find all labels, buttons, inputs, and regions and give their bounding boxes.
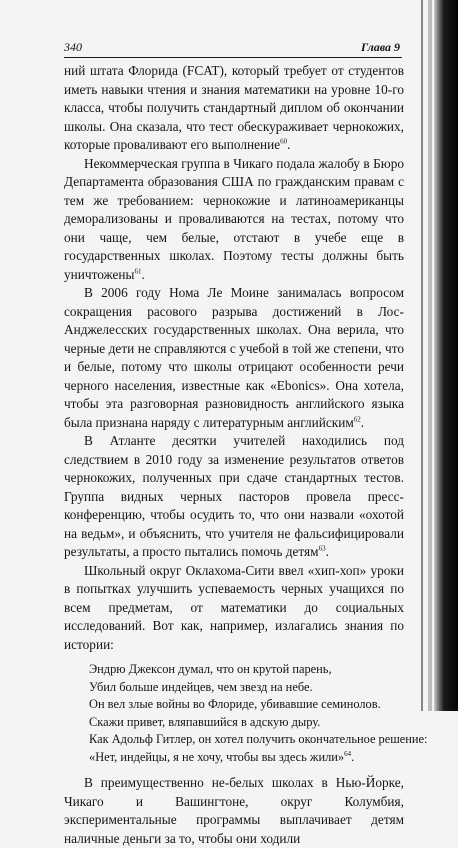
poem-line-3: Он вел злые войны во Флориде, убивавшие семинолов. <box>89 697 381 711</box>
poem-quote <box>89 661 428 766</box>
paragraph-5-text: Школьный округ Оклахома-Сити ввел «хип-хоп» уроки в попытках улучшить успеваемость черных учащихся по всем предметам, от математики до социальных исследований. Вот как, например, излагались знания по истории: <box>64 562 404 652</box>
poem-line-6-text: «Нет, индейцы, я не хочу, чтобы вы здесь жили» <box>89 749 345 764</box>
poem-line-6: «Нет, индейцы, я не хочу, чтобы вы здесь жили»$^{64}$. <box>89 749 355 764</box>
page-number: 340 <box>64 40 82 54</box>
poem-line-5: Как Адольф Гитлер, он хотел получить окончательное решение: <box>89 732 428 746</box>
footnote-ref-64: 64 <box>344 749 352 758</box>
paragraph-3: В 2006 году Нома Ле Моине занималась вопросом сокращения расового разрыва достижений в Лос-Анджелесских государственных школах. Она верила, что черные дети не справляются с учебой в той же степени, что и белые, потому что школы отрицают особенности речи черного населения, известные как «Ebonics». Она хотела, чтобы эта разговорная разновидность английского языка была признана наряду с литературным английским$^{62}$. <box>64 285 404 430</box>
paragraph-4: В Атланте десятки учителей находились под следствием в 2010 году за изменение результатов ответов чернокожих, полученных при сдаче стандартных тестов. Группа видных черных пасторов провела пресс-конференцию, чтобы осудить то, что они назвали «охотой на ведьм», и объяснить, что учителя не фальсифицировали результаты, а просто пытались помочь детям$^{63}$. <box>64 433 404 559</box>
footnote-ref-61: 61 <box>134 267 142 276</box>
poem-line-1: Эндрю Джексон думал, что он крутой парень, <box>89 662 332 676</box>
running-header <box>64 40 400 58</box>
paragraph-1: ний штата Флорида (FCAT), который требует от студентов иметь навыки чтения и знания математики на уровне 10-го класса, чтобы получить стандартный диплом об окончании школы. Она сказала, что тест обескураживает чернокожих, которые проваливают его выполнение$^{60}$. <box>64 63 404 152</box>
paragraph-2-text: Некоммерческая группа в Чикаго подала жалобу в Бюро Департамента образования США по гражданским правам с тем же требованием: чернокожие и латиноамериканцы деморализованы и проваливаются на тестах, потому что они чаще, чем белые, отстают в учебе еще в государственных школах. Поэтому тесты должны быть уничтожены <box>64 155 404 282</box>
page-fold-shadow <box>421 0 423 711</box>
page-fold-shadow-secondary <box>428 0 432 711</box>
poem-line-2: Убил больше индейцев, чем звезд на небе. <box>89 679 313 694</box>
paragraph-4-text: В Атланте десятки учителей находились под следствием в 2010 году за изменение результатов ответов чернокожих, полученных при сдаче стандартных тестов. Группа видных черных пасторов провела пресс-конференцию, чтобы осудить то, что они назвали «охотой на ведьм», и объяснить, что учителя не фальсифицировали результаты, а просто пытались помочь детям <box>64 433 404 559</box>
header-rule <box>64 57 402 58</box>
chapter-title: Глава 9 <box>360 40 400 54</box>
footnote-ref-63: 63 <box>318 544 326 553</box>
paragraph-6 <box>64 774 404 848</box>
paragraph-1-text: ний штата Флорида (FCAT), который требует от студентов иметь навыки чтения и знания математики на уровне 10-го класса, чтобы получить стандартный диплом об окончании школы. Она сказала, что тест обескураживает чернокожих, которые проваливают его выполнение <box>64 63 404 152</box>
poem-line-4: Скажи привет, вляпавшийся в адскую дыру. <box>89 714 321 729</box>
body-text <box>64 62 428 848</box>
paragraph-2: Некоммерческая группа в Чикаго подала жалобу в Бюро Департамента образования США по гражданским правам с тем же требованием: чернокожие и латиноамериканцы деморализованы и проваливаются на тестах, потому что они чаще, чем белые, отстают в учебе еще в государственных школах. Поэтому тесты должны быть уничтожены$^{61}$. <box>64 155 404 282</box>
book-spine-edge <box>434 0 458 711</box>
paragraph-3-text: В 2006 году Нома Ле Моине занималась вопросом сокращения расового разрыва достижений в Лос-Анджелесских государственных школах. Она верила, что черные дети не справляются с учебой в той же степени, что и белые, потому что школы отрицают особенности речи черного населения, известные как «Ebonics». Она хотела, чтобы эта разговорная разновидность английского языка была признана наряду с литературным английским <box>64 285 404 430</box>
footnote-ref-60: 60 <box>280 137 288 146</box>
paragraph-6-text: В преимущественно не-белых школах в Нью-Йорке, Чикаго и Вашингтоне, округ Колумбия, экспериментальные программы выплачивает детям наличные деньги за то, чтобы они ходили <box>64 775 404 846</box>
footnote-ref-62: 62 <box>353 415 361 424</box>
paragraph-5 <box>64 562 404 655</box>
